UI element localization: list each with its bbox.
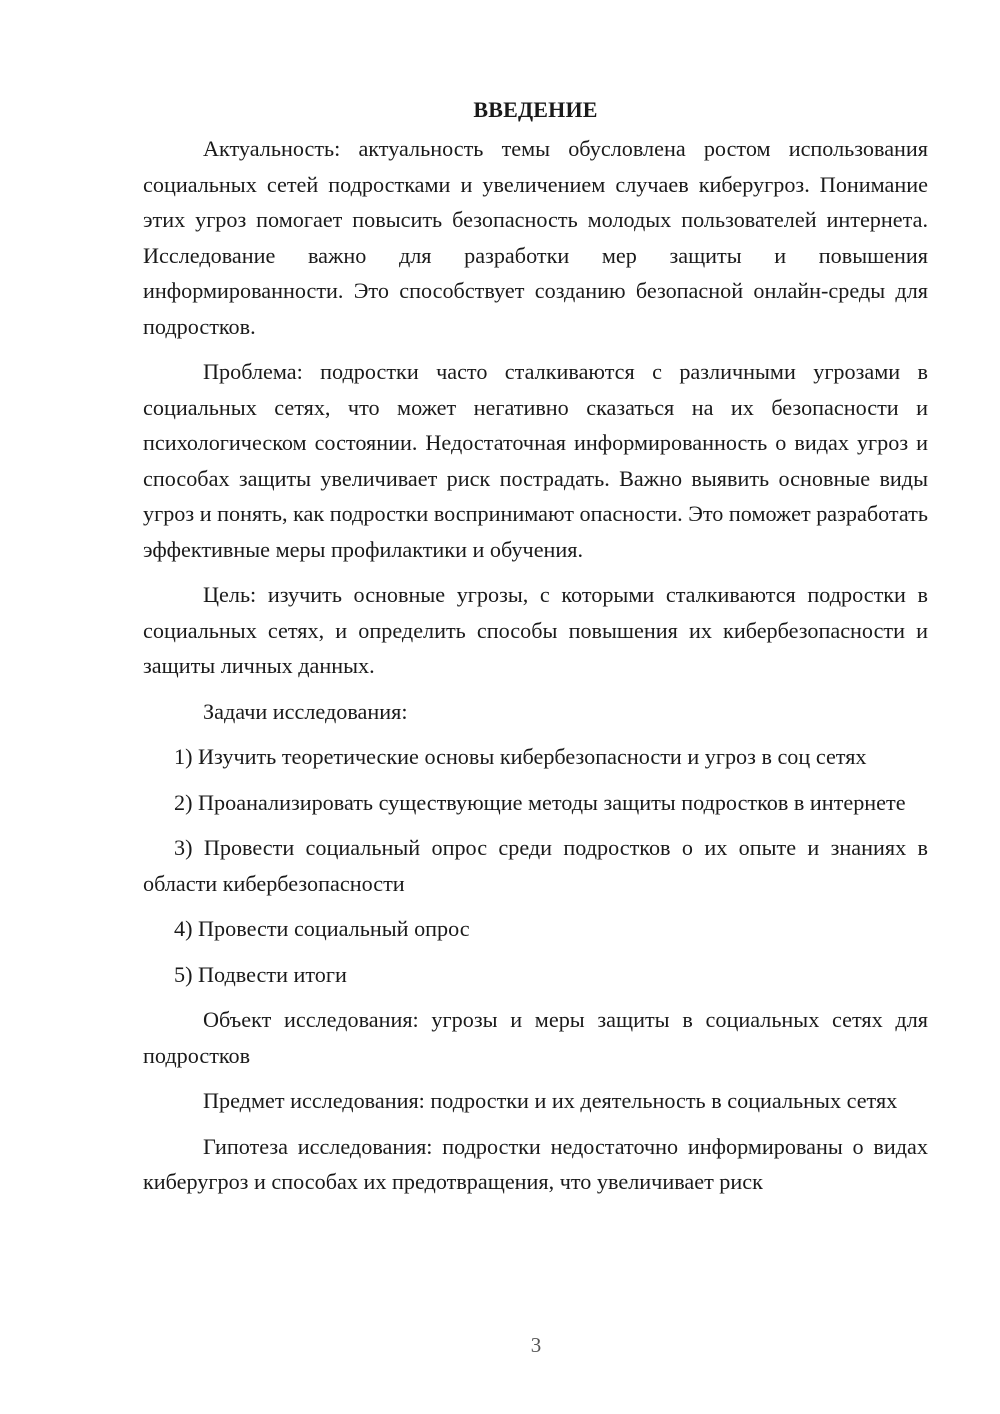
task-item: 1) Изучить теоретические основы кибербезопасности и угроз в соц сетях — [174, 744, 867, 769]
task-item: 2) Проанализировать существующие методы защиты подростков в интернете — [174, 789, 906, 815]
document-page — [143, 92, 928, 1210]
task-item: 3) Провести социальный опрос среди подростков о их опыте и знаниях в области кибербезопасности — [143, 835, 928, 896]
task-item: 4) Провести социальный опрос — [174, 916, 470, 941]
relevance-paragraph: Актуальность: актуальность темы обусловлена ростом использования социальных сетей подростками и увеличением случаев киберугроз. Понимание этих угроз помогает повысить безопасность молодых пользователей интернета. Исследование важно для разработки мер защиты и повышения информированности. Это способствует созданию безопасной онлайн-среды для подростков. — [143, 136, 928, 339]
page-number: 3 — [530, 1333, 542, 1357]
task-item: 5) Подвести итоги — [174, 961, 347, 987]
object-paragraph: Объект исследования: угрозы и меры защиты в социальных сетях для подростков — [143, 1007, 928, 1068]
tasks-heading: Задачи исследования: — [203, 698, 408, 724]
goal-paragraph: Цель: изучить основные угрозы, с которыми сталкиваются подростки в социальных сетях, и определить способы повышения их кибербезопасности и защиты личных данных. — [143, 582, 928, 678]
hypothesis-paragraph: Гипотеза исследования: подростки недостаточно информированы о видах киберугроз и способах их предотвращения, что увеличивает риск — [143, 1133, 928, 1194]
page-title: ВВЕДЕНИЕ — [473, 97, 598, 122]
problem-paragraph: Проблема: подростки часто сталкиваются с различными угрозами в социальных сетях, что может негативно сказаться на их безопасности и психологическом состоянии. Недостаточная информированность о видах угроз и способах защиты увеличивает риск пострадать. Важно выявить основные виды угроз и понять, как подростки воспринимают опасности. Это поможет разработать эффективные меры профилактики и обучения. — [143, 359, 928, 562]
subject-paragraph: Предмет исследования: подростки и их деятельность в социальных сетях — [203, 1088, 898, 1113]
